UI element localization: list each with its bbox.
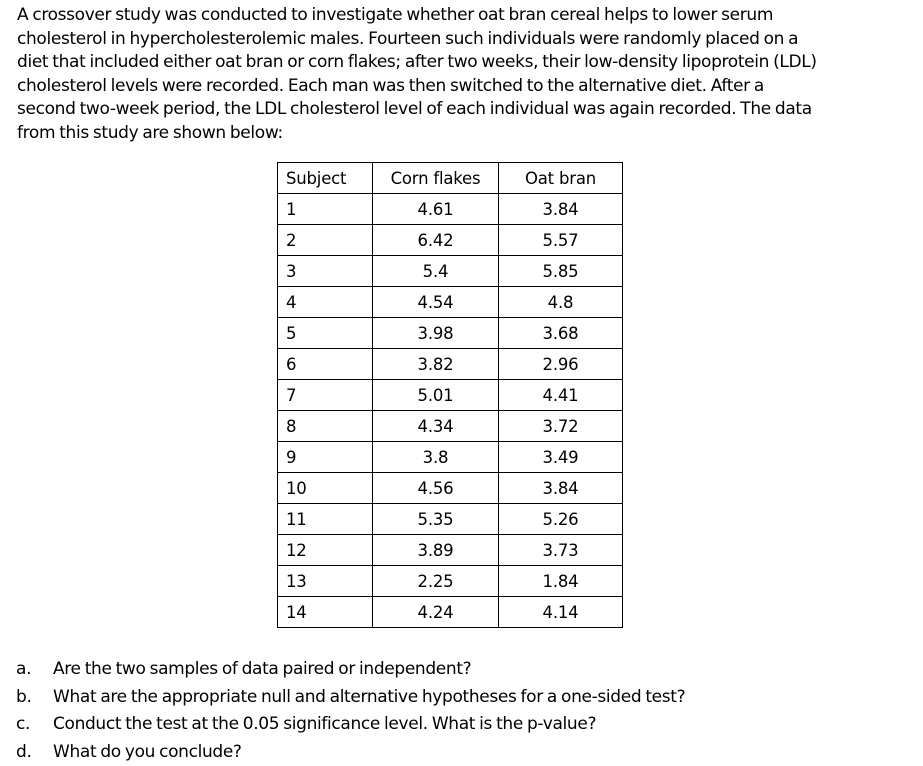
oat-bran-cell: 4.41 bbox=[499, 380, 623, 411]
oat-bran-cell: 5.57 bbox=[499, 225, 623, 256]
question-label: a. bbox=[16, 656, 53, 684]
oat-bran-cell: 3.72 bbox=[499, 411, 623, 442]
question-text: Are the two samples of data paired or independent? bbox=[53, 656, 471, 684]
question-b bbox=[16, 684, 685, 712]
intro-line: second two-week period, the LDL cholesterol level of each individual was again recorded. The data bbox=[17, 98, 917, 122]
table-row bbox=[278, 566, 623, 597]
table-row bbox=[278, 287, 623, 318]
table-header-row bbox=[278, 163, 623, 194]
table-row bbox=[278, 473, 623, 504]
intro-line: from this study are shown below: bbox=[17, 122, 917, 146]
corn-flakes-cell: 5.35 bbox=[373, 504, 499, 535]
question-text: What are the appropriate null and alternative hypotheses for a one-sided test? bbox=[53, 684, 685, 712]
oat-bran-cell: 1.84 bbox=[499, 566, 623, 597]
corn-flakes-cell: 3.89 bbox=[373, 535, 499, 566]
intro-line: cholesterol in hypercholesterolemic males. Fourteen such individuals were randomly placed on a bbox=[17, 28, 917, 52]
oat-bran-cell: 3.84 bbox=[499, 473, 623, 504]
question-c bbox=[16, 711, 685, 739]
table-row bbox=[278, 225, 623, 256]
oat-bran-cell: 5.26 bbox=[499, 504, 623, 535]
corn-flakes-cell: 4.24 bbox=[373, 597, 499, 628]
table-row bbox=[278, 411, 623, 442]
problem-statement bbox=[17, 4, 917, 145]
question-label: d. bbox=[16, 739, 53, 766]
corn-flakes-cell: 3.8 bbox=[373, 442, 499, 473]
table-row bbox=[278, 504, 623, 535]
table-row bbox=[278, 535, 623, 566]
subject-cell: 8 bbox=[278, 411, 373, 442]
oat-bran-cell: 2.96 bbox=[499, 349, 623, 380]
cholesterol-data-table bbox=[277, 162, 623, 628]
question-text: What do you conclude? bbox=[53, 739, 242, 766]
corn-flakes-cell: 3.98 bbox=[373, 318, 499, 349]
question-text: Conduct the test at the 0.05 significance level. What is the p-value? bbox=[53, 711, 596, 739]
corn-flakes-cell: 2.25 bbox=[373, 566, 499, 597]
subject-cell: 9 bbox=[278, 442, 373, 473]
table-row bbox=[278, 194, 623, 225]
oat-bran-cell: 3.68 bbox=[499, 318, 623, 349]
question-list bbox=[16, 656, 685, 766]
intro-line: diet that included either oat bran or corn flakes; after two weeks, their low-density lipoprotein (LDL) bbox=[17, 51, 917, 75]
corn-flakes-cell: 6.42 bbox=[373, 225, 499, 256]
oat-bran-cell: 3.49 bbox=[499, 442, 623, 473]
oat-bran-cell: 3.84 bbox=[499, 194, 623, 225]
subject-cell: 6 bbox=[278, 349, 373, 380]
table-row bbox=[278, 256, 623, 287]
table-row bbox=[278, 318, 623, 349]
oat-bran-cell: 3.73 bbox=[499, 535, 623, 566]
header-corn-flakes: Corn flakes bbox=[373, 163, 499, 194]
corn-flakes-cell: 5.4 bbox=[373, 256, 499, 287]
table-row bbox=[278, 597, 623, 628]
oat-bran-cell: 5.85 bbox=[499, 256, 623, 287]
corn-flakes-cell: 5.01 bbox=[373, 380, 499, 411]
question-label: c. bbox=[16, 711, 53, 739]
subject-cell: 2 bbox=[278, 225, 373, 256]
table-row bbox=[278, 380, 623, 411]
question-a bbox=[16, 656, 685, 684]
subject-cell: 7 bbox=[278, 380, 373, 411]
subject-cell: 4 bbox=[278, 287, 373, 318]
subject-cell: 14 bbox=[278, 597, 373, 628]
question-d bbox=[16, 739, 685, 766]
corn-flakes-cell: 4.61 bbox=[373, 194, 499, 225]
intro-line: A crossover study was conducted to investigate whether oat bran cereal helps to lower serum bbox=[17, 4, 917, 28]
subject-cell: 5 bbox=[278, 318, 373, 349]
corn-flakes-cell: 4.54 bbox=[373, 287, 499, 318]
subject-cell: 12 bbox=[278, 535, 373, 566]
subject-cell: 3 bbox=[278, 256, 373, 287]
subject-cell: 10 bbox=[278, 473, 373, 504]
subject-cell: 13 bbox=[278, 566, 373, 597]
oat-bran-cell: 4.8 bbox=[499, 287, 623, 318]
corn-flakes-cell: 3.82 bbox=[373, 349, 499, 380]
table-row bbox=[278, 442, 623, 473]
header-subject: Subject bbox=[278, 163, 373, 194]
table-row bbox=[278, 349, 623, 380]
subject-cell: 1 bbox=[278, 194, 373, 225]
corn-flakes-cell: 4.56 bbox=[373, 473, 499, 504]
header-oat-bran: Oat bran bbox=[499, 163, 623, 194]
intro-line: cholesterol levels were recorded. Each man was then switched to the alternative diet. After a bbox=[17, 75, 917, 99]
subject-cell: 11 bbox=[278, 504, 373, 535]
oat-bran-cell: 4.14 bbox=[499, 597, 623, 628]
question-label: b. bbox=[16, 684, 53, 712]
corn-flakes-cell: 4.34 bbox=[373, 411, 499, 442]
